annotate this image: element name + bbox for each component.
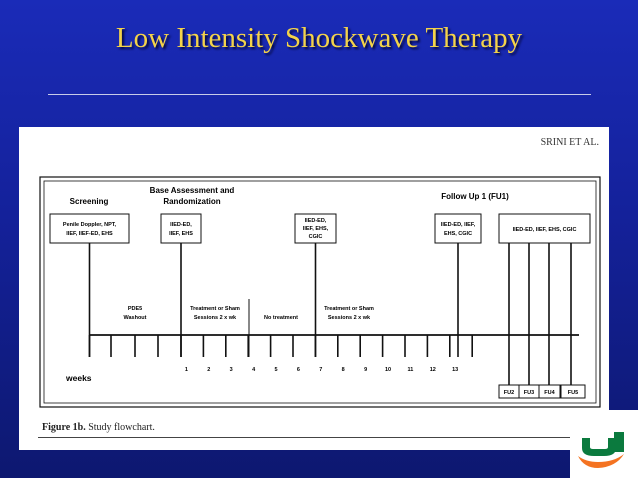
intervention-text: Treatment or Sham <box>190 306 240 312</box>
figure-panel <box>19 127 609 450</box>
week-tick-label: 5 <box>274 367 278 373</box>
followup-label: FU3 <box>523 390 535 396</box>
phase-base-line1: Base Assessment and <box>149 186 235 195</box>
phase-follow-up: Follow Up 1 (FU1) <box>441 192 509 201</box>
assessment-text: IIED-ED, <box>304 218 327 224</box>
week-tick-label: 2 <box>207 367 211 373</box>
assessment-box-screening <box>50 214 129 243</box>
caption-divider <box>38 437 606 438</box>
assessment-box-week13 <box>435 214 481 243</box>
intervention-text: Washout <box>123 315 147 321</box>
followup-label: FU4 <box>544 390 555 396</box>
assessment-text: CGIC <box>308 234 323 240</box>
week-tick-label: 3 <box>229 367 233 373</box>
intervention-text: PDE5 <box>127 306 143 312</box>
week-tick-label: 1 <box>184 367 188 373</box>
assessment-text: IIED-ED, IIEF, EHS, CGIC <box>512 227 577 233</box>
figure-caption <box>42 422 155 433</box>
assessment-text: IIED-ED, <box>170 222 192 228</box>
assessment-text: Penile Doppler, NPT, <box>62 222 117 228</box>
week-tick-label: 8 <box>341 367 345 373</box>
assessment-box-baseline <box>161 214 201 243</box>
study-flowchart <box>19 127 609 417</box>
followup-box-group <box>499 385 585 398</box>
running-header: SRINI ET AL. <box>540 137 599 148</box>
assessment-text: EHS, CGIC <box>443 231 473 237</box>
caption-label: Figure 1b. <box>42 422 86 433</box>
week-tick-label: 10 <box>384 367 392 373</box>
week-tick-label: 11 <box>407 367 414 373</box>
caption-text: Study flowchart. <box>88 422 155 433</box>
week-label-group <box>185 367 458 373</box>
intervention-text: Treatment or Sham <box>324 306 374 312</box>
week-tick-label: 4 <box>252 367 256 373</box>
weeks-label: weeks <box>66 373 92 383</box>
followup-label: FU2 <box>503 390 515 396</box>
university-logo <box>570 410 638 478</box>
assessment-text: IIEF, EHS <box>169 231 193 237</box>
week-tick-label: 9 <box>364 367 368 373</box>
intervention-text: Sessions 2 x wk <box>193 315 237 321</box>
assessment-text: IIED-ED, IIEF, <box>440 222 476 228</box>
followup-label: FU5 <box>567 390 579 396</box>
slide-title: Low Intensity Shockwave Therapy <box>115 22 523 54</box>
week-tick-group <box>90 335 473 357</box>
title-divider <box>48 94 591 95</box>
assessment-text: IIEF, EHS, <box>302 226 329 232</box>
assessment-text: IIEF, IIEF-ED, EHS <box>66 231 113 237</box>
week-tick-label: 6 <box>296 367 300 373</box>
intervention-text: Sessions 2 x wk <box>327 315 371 321</box>
intervention-text: No treatment <box>264 315 298 321</box>
week-tick-label: 13 <box>452 367 459 373</box>
phase-screening: Screening <box>69 197 109 206</box>
phase-base-line2: Randomization <box>163 197 221 206</box>
week-tick-label: 12 <box>429 367 436 373</box>
week-tick-label: 7 <box>319 367 323 373</box>
